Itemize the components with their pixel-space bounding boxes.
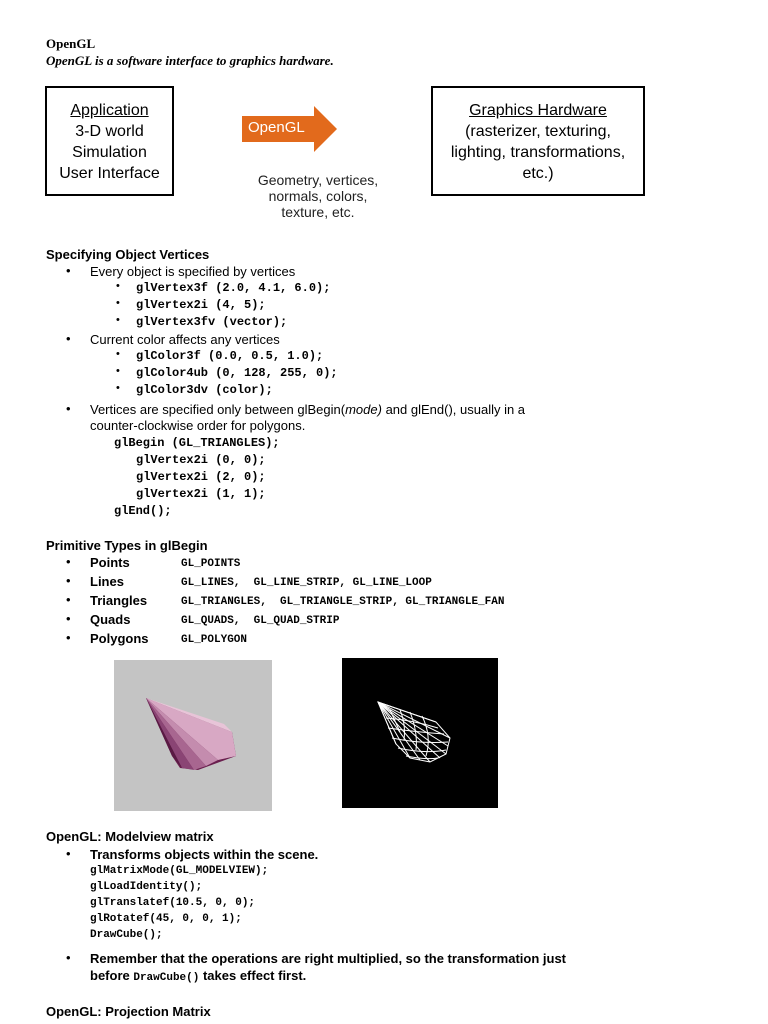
hardware-box-title: Graphics Hardware [469, 102, 607, 119]
code-line: DrawCube(); [90, 929, 163, 941]
bullet-3-mode: mode) [345, 402, 382, 417]
bullet-icon: • [66, 573, 71, 588]
code-line: glVertex3fv (vector); [136, 315, 288, 329]
code-line: glTranslatef(10.5, 0, 0); [90, 897, 256, 909]
hardware-box-line: (rasterizer, texturing, [465, 123, 611, 140]
code-line: glEnd(); [114, 504, 172, 518]
bullet-icon: • [66, 331, 71, 346]
application-box-line: User Interface [59, 165, 160, 182]
bullet-icon: • [66, 630, 71, 645]
code-line: glColor3dv (color); [136, 383, 273, 397]
page-title: OpenGL [46, 36, 96, 51]
code-line: glMatrixMode(GL_MODELVIEW); [90, 865, 269, 877]
bullet-icon: • [116, 314, 120, 326]
primitive-name: Triangles [90, 593, 148, 608]
bullet-2-code: DrawCube() [133, 972, 200, 984]
bullet-icon: • [66, 263, 71, 278]
caption-line: normals, colors, [268, 188, 368, 204]
caption-line: texture, etc. [281, 204, 355, 220]
code-line: glLoadIdentity(); [90, 881, 203, 893]
code-line: glVertex2i (1, 1); [136, 487, 266, 501]
code-line: glVertex2i (2, 0); [136, 470, 266, 484]
primitive-code: GL_TRIANGLES, GL_TRIANGLE_STRIP, GL_TRIANGLE_FAN [181, 596, 505, 608]
bullet-icon: • [116, 280, 120, 292]
caption-line: Geometry, vertices, [257, 172, 379, 188]
modelview-bullet-2-line2 [90, 968, 306, 986]
vertices-bullet-2: Current color affects any vertices [90, 332, 280, 347]
bullet-icon: • [66, 401, 71, 416]
graphics-hardware-box [431, 86, 645, 196]
application-box-line: 3-D world [75, 123, 144, 140]
bullet-icon: • [116, 365, 120, 377]
bullet-icon: • [116, 297, 120, 309]
vertices-bullet-3-line2: counter-clockwise order for polygons. [90, 418, 306, 433]
bullet-icon: • [66, 592, 71, 607]
bullet-2-text: takes effect first. [199, 968, 307, 983]
primitive-name: Lines [90, 574, 124, 589]
code-line: glRotatef(45, 0, 0, 1); [90, 913, 242, 925]
hardware-box-line: etc.) [522, 165, 554, 182]
primitive-name: Polygons [90, 631, 149, 646]
bullet-icon: • [116, 382, 120, 394]
code-line: glVertex2i (4, 5); [136, 298, 266, 312]
code-line: glVertex2i (0, 0); [136, 453, 266, 467]
primitives-heading: Primitive Types in glBegin [46, 538, 208, 553]
projection-heading: OpenGL: Projection Matrix [46, 1004, 211, 1019]
primitive-code: GL_LINES, GL_LINE_STRIP, GL_LINE_LOOP [181, 577, 432, 589]
hardware-box-line: lighting, transformations, [450, 144, 626, 161]
application-box [45, 86, 174, 196]
bullet-icon: • [66, 950, 71, 965]
bullet-3-text: and glEnd(), usually in a [381, 402, 526, 417]
bullet-icon: • [66, 554, 71, 569]
modelview-bullet-2: Remember that the operations are right multiplied, so the transformation just [90, 951, 567, 966]
primitive-name: Quads [90, 612, 131, 627]
bullet-2-text: before [90, 968, 134, 983]
primitive-code: GL_POLYGON [181, 634, 248, 646]
bullet-icon: • [116, 348, 120, 360]
vertices-bullet-1: Every object is specified by vertices [90, 264, 296, 279]
page-subtitle: OpenGL is a software interface to graphics hardware. [46, 53, 334, 68]
primitive-code: GL_POINTS [181, 558, 241, 570]
code-line: glColor3f (0.0, 0.5, 1.0); [136, 349, 324, 363]
wireframe-cone-image [342, 658, 498, 808]
arrow-label: OpenGL [248, 119, 305, 136]
code-line: glColor4ub (0, 128, 255, 0); [136, 366, 338, 380]
primitive-code: GL_QUADS, GL_QUAD_STRIP [181, 615, 340, 627]
bullet-icon: • [66, 846, 71, 861]
modelview-bullet-1: Transforms objects within the scene. [90, 847, 319, 862]
bullet-3-text: Vertices are specified only between glBegin( [90, 402, 346, 417]
code-line: glVertex3f (2.0, 4.1, 6.0); [136, 281, 331, 295]
vertices-heading: Specifying Object Vertices [46, 247, 210, 262]
shaded-cone-image [114, 660, 272, 811]
vertices-bullet-3 [90, 402, 525, 417]
application-box-line: Simulation [72, 144, 147, 161]
diagram-caption [228, 172, 408, 220]
application-box-title: Application [70, 102, 149, 119]
code-line: glBegin (GL_TRIANGLES); [114, 436, 280, 450]
modelview-heading: OpenGL: Modelview matrix [46, 829, 214, 844]
primitive-name: Points [90, 555, 130, 570]
bullet-icon: • [66, 611, 71, 626]
